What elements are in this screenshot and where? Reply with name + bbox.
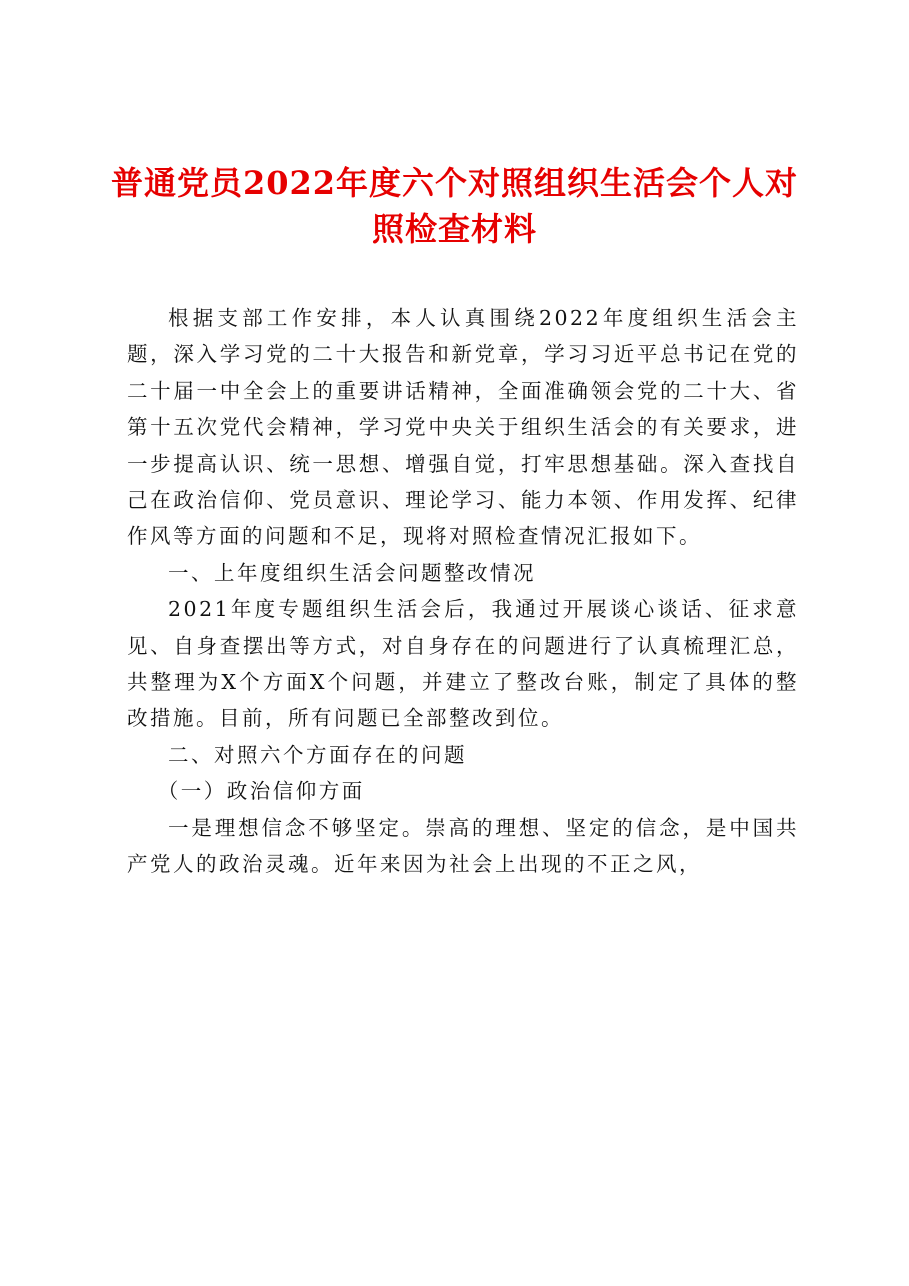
section-1-paragraph: 2021年度专题组织生活会后，我通过开展谈心谈话、征求意见、自身查摆出等方式，对自身存在的问题进行了认真梳理汇总，共整理为X个方面X个问题，并建立了整改台账，制定了具体的整改措施。目前，所有问题已全部整改到位。 bbox=[127, 597, 799, 731]
intro-paragraph: 根据支部工作安排，本人认真围绕2022年度组织生活会主题，深入学习党的二十大报告和新党章，学习习近平总书记在党的二十届一中全会上的重要讲话精神，全面准确领会党的二十大、省第十五次党代会精神，学习党中央关于组织生活会的有关要求，进一步提高认识、统一思想、增强自觉，打牢思想基础。深入查找自己在政治信仰、党员意识、理论学习、能力本领、作用发挥、纪律作风等方面的问题和不足，现将对照检查情况汇报如下。 bbox=[127, 306, 799, 549]
document-title: 普通党员2022年度六个对照组织生活会个人对照检查材料 bbox=[110, 164, 799, 248]
document-body bbox=[127, 300, 799, 883]
subsection-1-paragraph: 一是理想信念不够坚定。崇高的理想、坚定的信念，是中国共产党人的政治灵魂。近年来因为社会上出现的不正之风， bbox=[127, 815, 799, 877]
section-heading-2: 二、对照六个方面存在的问题 bbox=[168, 742, 467, 767]
section-heading-1: 一、上年度组织生活会问题整改情况 bbox=[168, 560, 536, 585]
subsection-heading-1: （一）政治信仰方面 bbox=[157, 779, 365, 804]
